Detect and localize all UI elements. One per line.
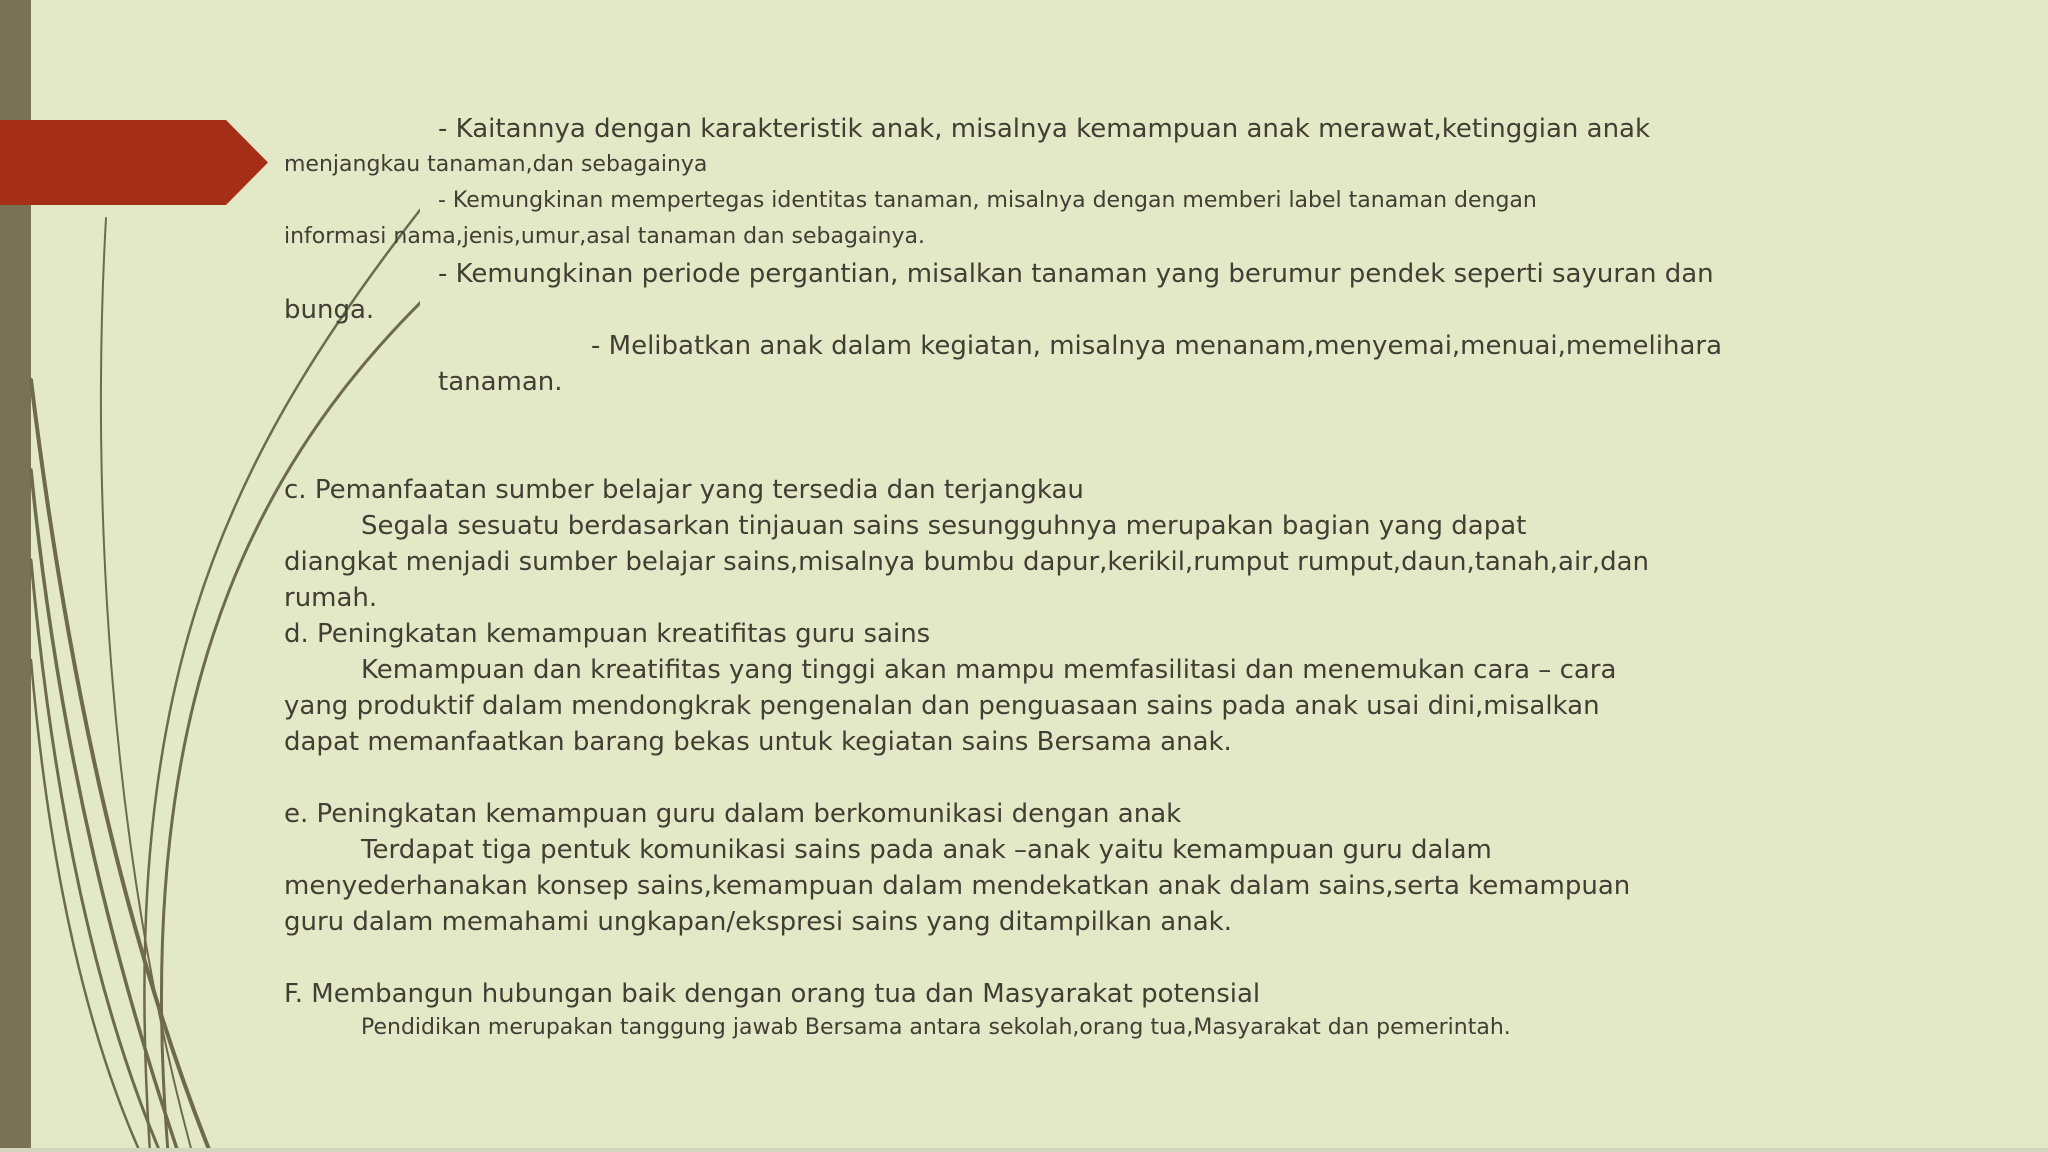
text-line-c1: Segala sesuatu berdasarkan tinjauan sains sesungguhnya merupakan bagian yang dapat: [361, 511, 1527, 541]
heading-f: F. Membangun hubungan baik dengan orang tua dan Masyarakat potensial: [284, 979, 1261, 1009]
red-arrow-shape: [0, 120, 268, 205]
text-line-4: informasi nama,jenis,umur,asal tanaman dan sebagainya.: [284, 224, 925, 249]
text-line-5: - Kemungkinan periode pergantian, misalkan tanaman yang berumur pendek seperti sayuran dan: [438, 259, 1714, 289]
bottom-divider: [0, 1148, 2048, 1152]
heading-e: e. Peningkatan kemampuan guru dalam berkomunikasi dengan anak: [284, 799, 1182, 829]
text-line-8: tanaman.: [438, 367, 563, 397]
heading-d: d. Peningkatan kemampuan kreatifitas guru sains: [284, 619, 931, 649]
text-line-d3: dapat memanfaatkan barang bekas untuk kegiatan sains Bersama anak.: [284, 727, 1232, 757]
text-line-e2: menyederhanakan konsep sains,kemampuan dalam mendekatkan anak dalam sains,serta kemampuan: [284, 871, 1631, 901]
text-line-c3: rumah.: [284, 583, 378, 613]
text-line-c2: diangkat menjadi sumber belajar sains,misalnya bumbu dapur,kerikil,rumput rumput,daun,tanah,air,dan: [284, 547, 1650, 577]
text-line-e1: Terdapat tiga pentuk komunikasi sains pada anak –anak yaitu kemampuan guru dalam: [361, 835, 1492, 865]
text-line-f1: Pendidikan merupakan tanggung jawab Bersama antara sekolah,orang tua,Masyarakat dan pemerintah.: [361, 1015, 1511, 1040]
text-line-6: bunga.: [284, 295, 375, 325]
text-line-7: - Melibatkan anak dalam kegiatan, misalnya menanam,menyemai,menuai,memelihara: [591, 331, 1723, 361]
heading-c: c. Pemanfaatan sumber belajar yang tersedia dan terjangkau: [284, 475, 1084, 505]
text-line-1: - Kaitannya dengan karakteristik anak, misalnya kemampuan anak merawat,ketinggian anak: [438, 114, 1651, 144]
text-line-e3: guru dalam memahami ungkapan/ekspresi sains yang ditampilkan anak.: [284, 907, 1232, 937]
text-line-d2: yang produktif dalam mendongkrak pengenalan dan penguasaan sains pada anak usai dini,misalkan: [284, 691, 1600, 721]
text-line-3: - Kemungkinan mempertegas identitas tanaman, misalnya dengan memberi label tanaman dengan: [438, 188, 1537, 213]
text-line-d1: Kemampuan dan kreatifitas yang tinggi akan mampu memfasilitasi dan menemukan cara – cara: [361, 655, 1617, 685]
text-line-2: menjangkau tanaman,dan sebagainya: [284, 152, 708, 177]
